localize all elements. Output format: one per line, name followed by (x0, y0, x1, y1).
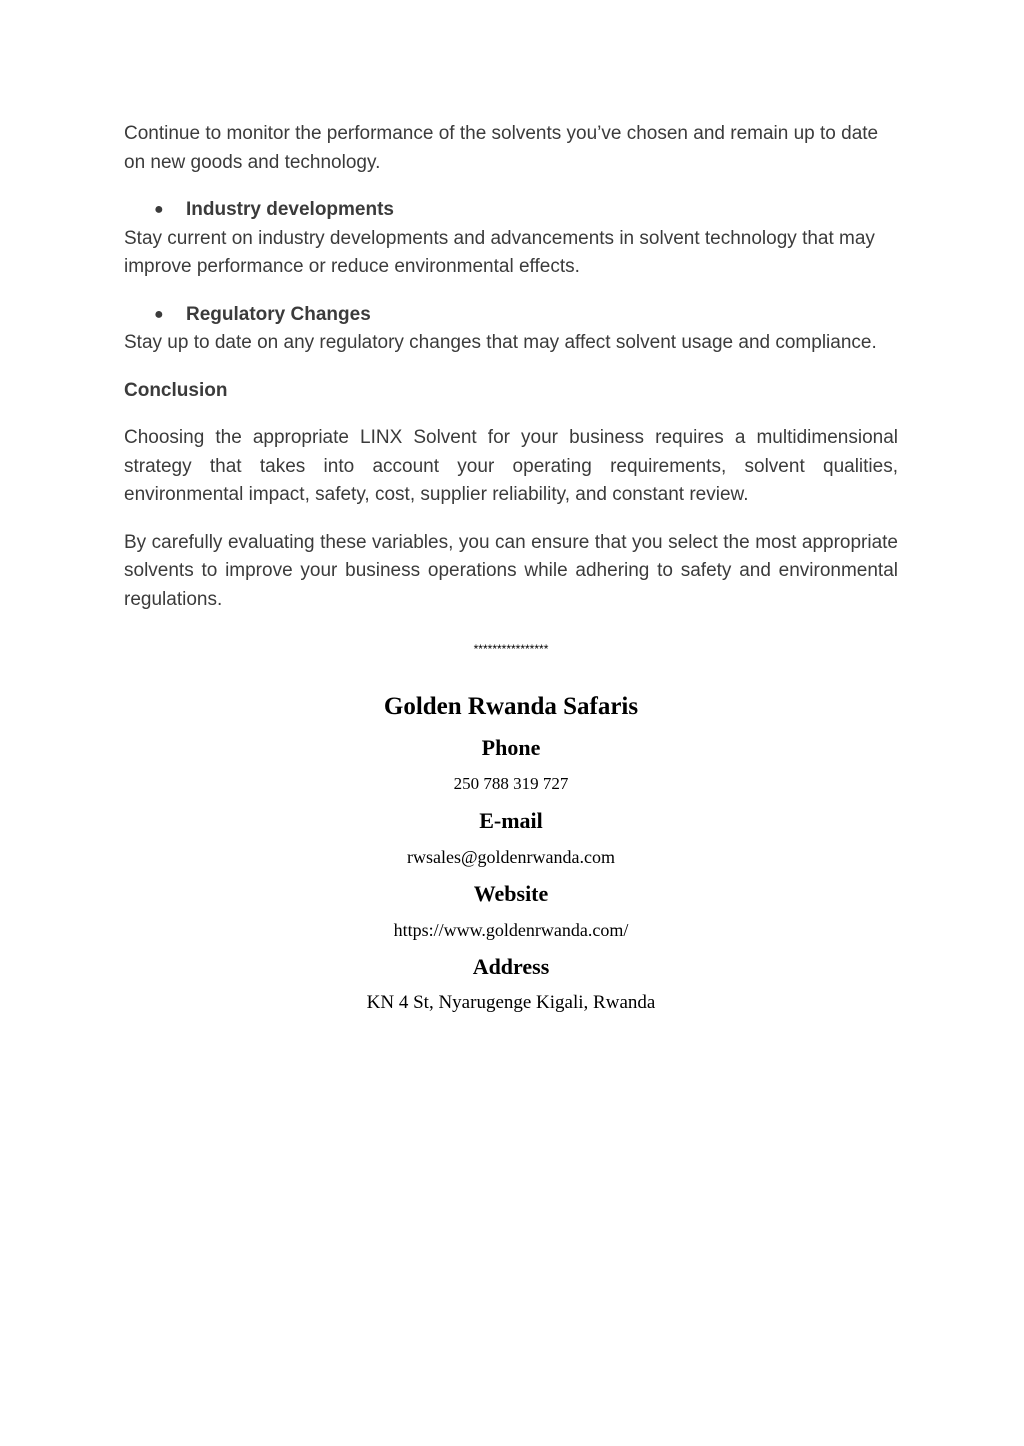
email-value: rwsales@goldenrwanda.com (406, 847, 615, 867)
document-page (124, 120, 898, 1014)
conclusion-heading: Conclusion (124, 379, 228, 401)
bullet-title: Regulatory Changes (186, 303, 371, 325)
bullet-title: Industry developments (186, 199, 394, 220)
phone-value: 250 788 319 727 (453, 774, 569, 793)
contact-block (124, 692, 898, 1014)
separator-stars: **************** (473, 642, 549, 656)
email-label: E-mail (479, 808, 543, 833)
website-label: Website (473, 881, 549, 906)
bullet-dot-icon: ● (154, 305, 164, 323)
bullet-body-industry-developments: Stay current on industry developments and advancements in solvent technology that may improve performance or reduce environmental effects. (124, 227, 875, 277)
intro-paragraph: Continue to monitor the performance of the solvents you’ve chosen and remain up to date on new goods and technology. (124, 123, 879, 173)
website-value: https://www.goldenrwanda.com/ (393, 920, 629, 940)
bullet-body-regulatory-changes: Stay up to date on any regulatory changes that may affect solvent usage and compliance. (124, 332, 877, 353)
address-value: KN 4 St, Nyarugenge Kigali, Rwanda (366, 992, 656, 1013)
address-label: Address (472, 954, 550, 979)
conclusion-paragraph-1: Choosing the appropriate LINX Solvent for your business requires a multidimensional strategy that takes into account your operating requirements, solvent qualities, environmental impact, safety, cost, supplier reliability, and constant review. (124, 427, 898, 505)
bullet-item-industry-developments (124, 196, 898, 225)
company-name: Golden Rwanda Safaris (383, 693, 639, 720)
bullet-dot-icon: ● (154, 201, 164, 218)
conclusion-paragraph-2: By carefully evaluating these variables, you can ensure that you select the most appropriate solvents to improve your business operations while adhering to safety and environmental regulations. (124, 531, 898, 610)
bullet-item-regulatory-changes (124, 301, 898, 330)
phone-label: Phone (481, 735, 541, 760)
